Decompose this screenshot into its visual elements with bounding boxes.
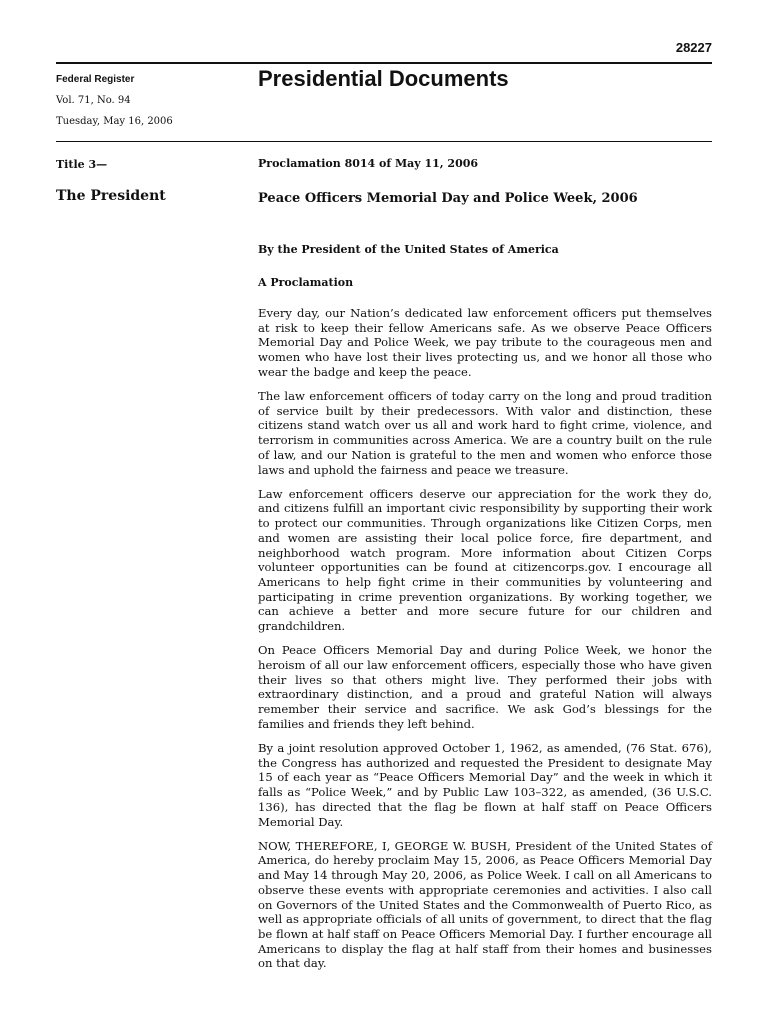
body-paragraph: Every day, our Nation’s dedicated law enforcement officers put themselves at risk to keep their fellow Americans safe. As we observe Peace Officers Memorial Day and Police Week, we pay tribute to the courageous men and women who have lost their lives protecting us, and we honor all those who wear the badge and keep the peace. <box>258 306 712 379</box>
page-number: 28227 <box>675 40 712 55</box>
sidebar-subtitle: The President <box>56 188 166 204</box>
sidebar-title: Title 3— <box>56 158 108 171</box>
top-rule <box>56 62 712 64</box>
body-paragraph: On Peace Officers Memorial Day and during Police Week, we honor the heroism of all our law enforcement officers, especially those who have given their lives so that others might live. They performed their jobs with extraordinary distinction, and a proud and grateful Nation will always remember their service and sacrifice. We ask God’s blessings for the families and friends they left behind. <box>258 643 712 731</box>
volume-number: Vol. 71, No. 94 <box>56 95 131 106</box>
proclamation-body <box>258 306 712 981</box>
proclamation-heading: A Proclamation <box>258 276 354 289</box>
body-paragraph: Law enforcement officers deserve our appreciation for the work they do, and citizens fulfill an important civic responsibility by supporting their work to protect our communities. Through organizations like Citizen Corps, men and women are assisting their local police force, fire department, and neighborhood watch program. More information about Citizen Corps volunteer opportunities can be found at citizencorps.gov. I encourage all Americans to help fight crime in their communities by volunteering and participating in crime prevention organizations. By working together, we can achieve a better and more secure future for our children and grandchildren. <box>258 486 712 634</box>
publication-name: Federal Register <box>56 74 135 85</box>
body-paragraph: The law enforcement officers of today carry on the long and proud tradition of service built by their predecessors. With valor and distinction, these citizens stand watch over us all and work hard to fight crime, violence, and terrorism in communities across America. We are a country built on the rule of law, and our Nation is grateful to the men and women who enforce those laws and uphold the fairness and peace we treasure. <box>258 389 712 477</box>
proclamation-number: Proclamation 8014 of May 11, 2006 <box>258 157 479 170</box>
by-line: By the President of the United States of America <box>258 243 559 256</box>
publication-date: Tuesday, May 16, 2006 <box>56 116 173 127</box>
section-title: Presidential Documents <box>258 66 509 91</box>
body-paragraph: NOW, THEREFORE, I, GEORGE W. BUSH, President of the United States of America, do hereby proclaim May 15, 2006, as Peace Officers Memorial Day and May 14 through May 20, 2006, as Police Week. I call on all Americans to observe these events with appropriate ceremonies and activities. I also call on Governors of the United States and the Commonwealth of Puerto Rico, as well as appropriate officials of all units of government, to direct that the flag be flown at half staff on Peace Officers Memorial Day. I further encourage all Americans to display the flag at half staff from their homes and businesses on that day. <box>258 838 712 971</box>
section-rule <box>56 141 712 142</box>
body-paragraph: By a joint resolution approved October 1, 1962, as amended, (76 Stat. 676), the Congress has authorized and requested the President to designate May 15 of each year as “Peace Officers Memorial Day” and the week in which it falls as “Police Week,” and by Public Law 103–322, as amended, (36 U.S.C. 136), has directed that the flag be flown at half staff on Peace Officers Memorial Day. <box>258 740 712 829</box>
proclamation-title: Peace Officers Memorial Day and Police Week, 2006 <box>258 191 638 206</box>
